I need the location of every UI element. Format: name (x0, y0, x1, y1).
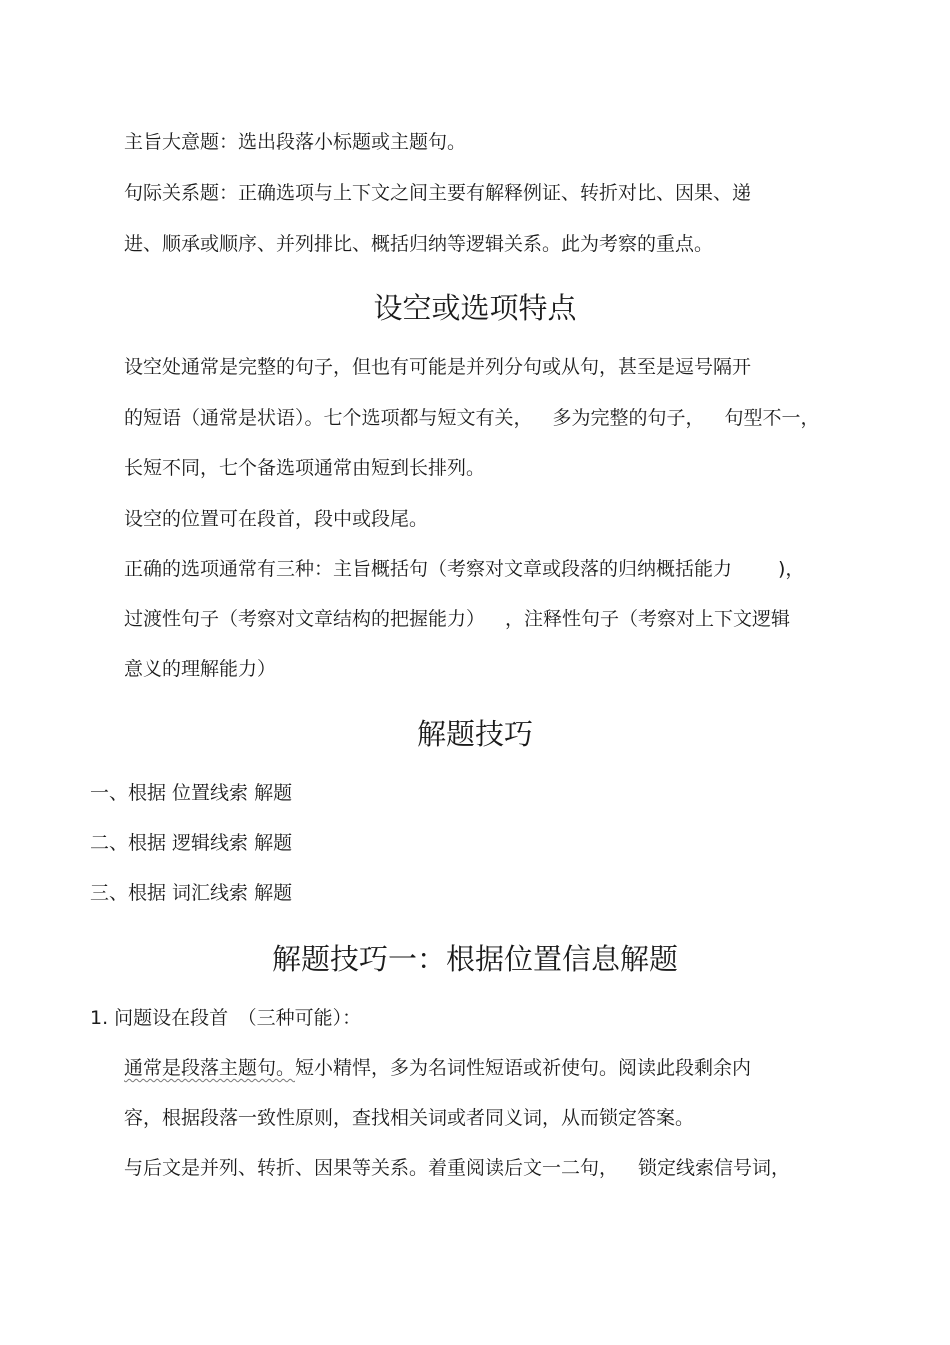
section1-line-2 (124, 404, 860, 432)
section1-line-5a: 正确的选项通常有三种：主旨概括句（考察对文章或段落的归纳概括能力 (124, 558, 733, 580)
section1-line-7: 意义的理解能力） (124, 658, 277, 680)
section1-line-6 (124, 605, 860, 633)
section3-line-3 (124, 1154, 860, 1182)
underlined-topic-sentence: 通常是段落主题句。 (124, 1057, 296, 1079)
section-heading-techniques: 解题技巧 (416, 717, 533, 751)
section1-line-6a: 过渡性句子（考察对文章结构的把握能力） (124, 608, 486, 630)
section1-line-1: 设空处通常是完整的句子，但也有可能是并列分句或从句，甚至是逗号隔开 (124, 356, 752, 378)
intro-line-3: 进、顺承或顺序、并列排比、概括归纳等逻辑关系。此为考察的重点。 (124, 233, 714, 255)
section3-line-3b: 锁定线索信号词， (638, 1157, 791, 1179)
section1-line-2b: 多为完整的句子， (552, 407, 705, 429)
intro-line-2: 句际关系题：正确选项与上下文之间主要有解释例证、转折对比、因果、递 (124, 182, 752, 204)
section1-line-2a: 的短语（通常是状语）。七个选项都与短文有关， (124, 407, 533, 429)
section1-line-6b: ，注释性句子（考察对上下文逻辑 (505, 608, 791, 630)
section3-line-1 (124, 1054, 860, 1082)
section1-line-4: 设空的位置可在段首，段中或段尾。 (124, 508, 429, 530)
section1-line-3: 长短不同，七个备选项通常由短到长排列。 (124, 457, 486, 479)
technique-item-1: 一、根据 位置线索 解题 (90, 782, 293, 804)
section3-line-3a: 与后文是并列、转折、因果等关系。着重阅读后文一二句， (124, 1157, 619, 1179)
section1-line-5 (124, 555, 860, 583)
intro-line-1: 主旨大意题：选出段落小标题或主题句。 (124, 131, 467, 153)
technique-item-3: 三、根据 词汇线索 解题 (90, 882, 293, 904)
section-heading-blank-features: 设空或选项特点 (373, 291, 577, 325)
question-heading-1: 1. 问题设在段首 （三种可能）： (90, 1007, 362, 1029)
section1-line-5b: )， (778, 558, 805, 580)
technique-item-2: 二、根据 逻辑线索 解题 (90, 832, 293, 854)
section3-line-2: 容，根据段落一致性原则，查找相关词或者同义词，从而锁定答案。 (124, 1107, 695, 1129)
section1-line-2c: 句型不一， (724, 407, 820, 429)
section3-line-1-rest: 短小精悍，多为名词性短语或祈使句。阅读此段剩余内 (295, 1057, 752, 1079)
section-heading-technique-one: 解题技巧一：根据位置信息解题 (271, 942, 678, 976)
